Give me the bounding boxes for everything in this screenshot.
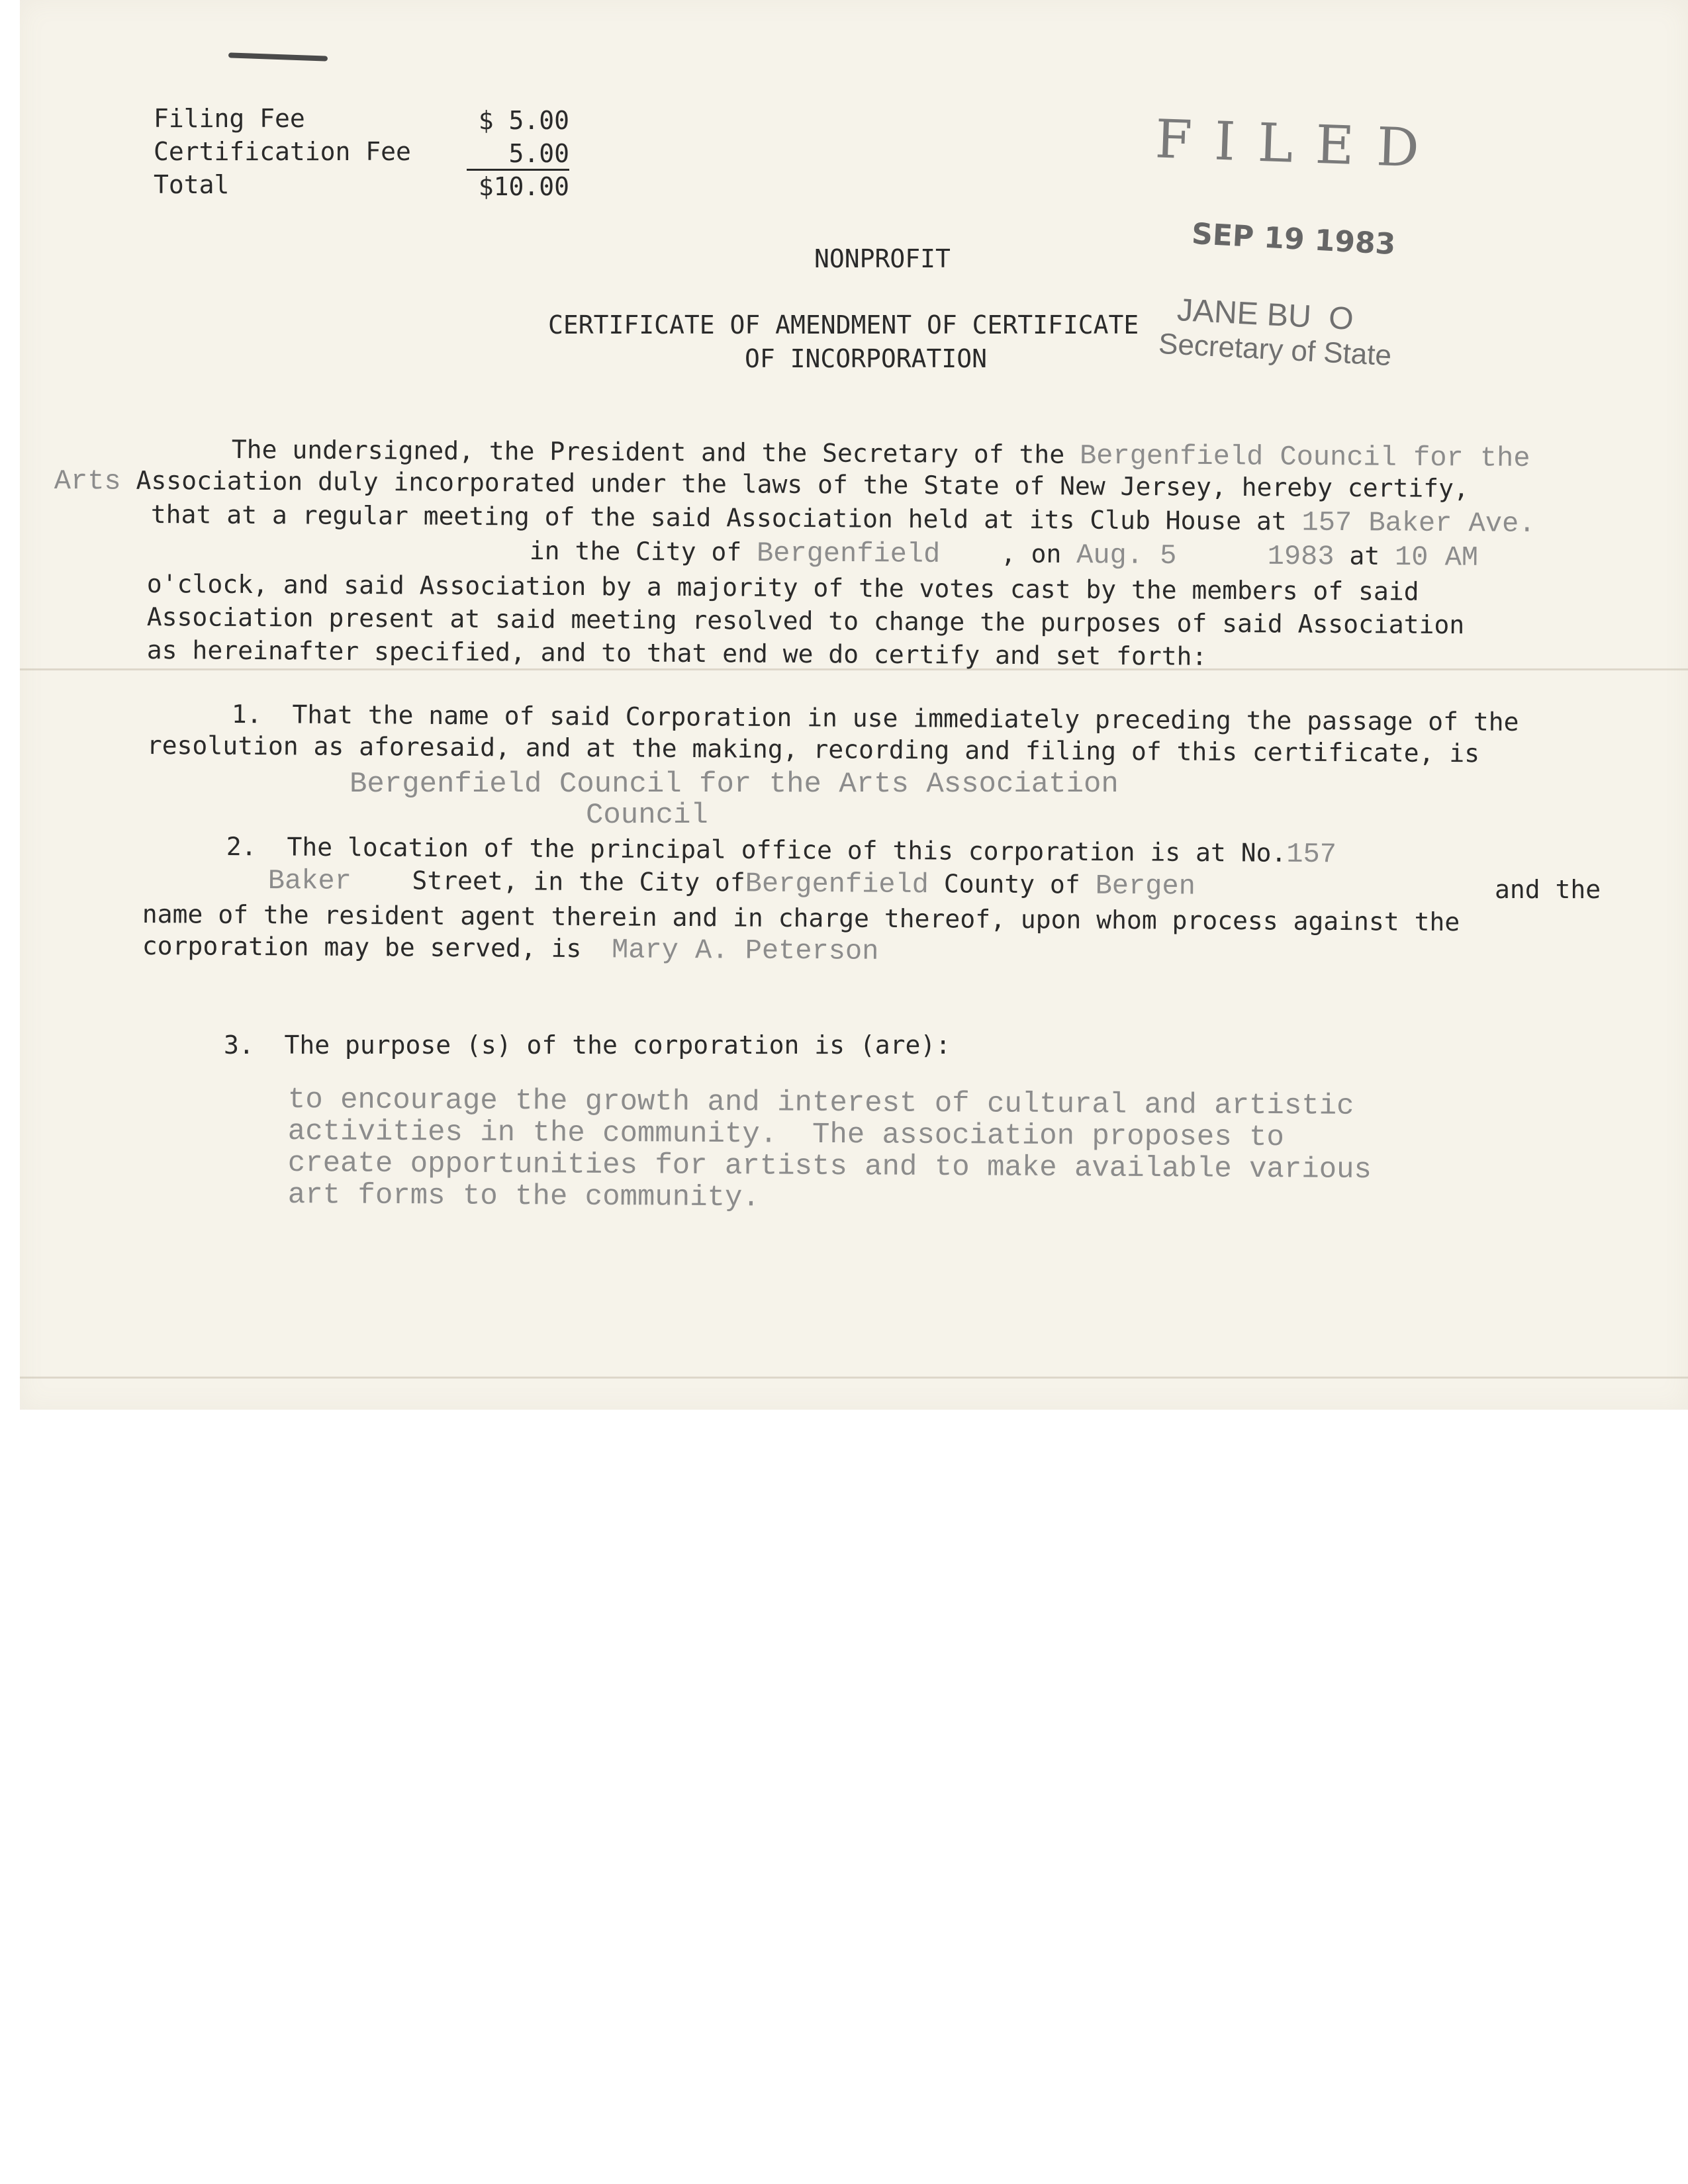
office-county-field: Bergen <box>1095 870 1196 903</box>
item-2-line-2-end: and the <box>1495 875 1601 904</box>
purpose-line-3: create opportunities for artists and to make available various <box>287 1147 1372 1187</box>
document-type: NONPROFIT <box>814 244 951 273</box>
paper-fold-line <box>20 1377 1688 1379</box>
intro-line-3: that at a regular meeting of the said Association held at its Club House at 157 Baker Ave. <box>150 500 1536 540</box>
meeting-time-field: 10 AM <box>1394 541 1479 574</box>
corporation-name-field: Bergenfield Council for the Arts Association <box>350 768 1119 801</box>
meeting-date-field: Aug. 5 <box>1076 539 1177 572</box>
certification-fee-label: Certification Fee <box>154 137 411 166</box>
office-number-field: 157 <box>1286 838 1337 871</box>
office-city-field: Bergenfield <box>745 868 929 901</box>
corporation-name-correction: Council <box>586 799 708 832</box>
total-amount: $10.00 <box>478 172 569 201</box>
document-title-line-1: CERTIFICATE OF AMENDMENT OF CERTIFICATE <box>548 310 1139 340</box>
item-2-line-2: Baker Street, in the City ofBergenfield County of Bergen <box>267 865 1196 903</box>
filing-fee-amount: $ 5.00 <box>478 106 569 135</box>
intro-line-2: Arts Association duly incorporated under the laws of the State of New Jersey, hereby certify, <box>54 465 1469 504</box>
purpose-line-2: activities in the community. The association proposes to <box>287 1115 1285 1155</box>
intro-line-5: o'clock, and said Association by a majority of the votes cast by the members of said <box>146 569 1419 606</box>
association-name-continued: Arts <box>54 465 121 498</box>
filed-stamp-name: JANE BU O <box>1176 293 1354 337</box>
filed-stamp-date: SEP 19 1983 <box>1190 216 1397 262</box>
filing-fee-label: Filing Fee <box>154 104 305 133</box>
meeting-year-field: 1983 <box>1267 540 1335 573</box>
association-name-field: Bergenfield Council for the <box>1079 439 1530 475</box>
item-1-line-2: resolution as aforesaid, and at the making, recording and filing of this certificate, is <box>146 731 1480 768</box>
meeting-city-field: Bergenfield <box>756 537 941 570</box>
item-3-heading: 3. The purpose (s) of the corporation is (are): <box>224 1030 951 1060</box>
intro-line-1: The undersigned, the President and the Secretary of the Bergenfield Council for the <box>231 435 1530 475</box>
intro-line-4: in the City of Bergenfield , on Aug. 5 1983 at 10 AM <box>529 536 1479 574</box>
filed-stamp-office: Secretary of State <box>1157 327 1393 373</box>
total-label: Total <box>154 170 230 199</box>
intro-line-6: Association present at said meeting resolved to change the purposes of said Association <box>146 602 1465 640</box>
item-2-line-3: name of the resident agent therein and in charge thereof, upon whom process against the <box>142 899 1460 937</box>
filed-stamp-word: FILED <box>1154 108 1443 180</box>
clubhouse-address-field: 157 Baker Ave. <box>1301 506 1536 540</box>
certification-fee-amount: 5.00 <box>508 139 569 168</box>
document-title-line-2: OF INCORPORATION <box>745 344 988 373</box>
purpose-line-4: art forms to the community. <box>287 1179 760 1215</box>
item-2-line-1: 2. The location of the principal office of this corporation is at No.157 <box>226 832 1337 871</box>
total-rule <box>467 169 569 171</box>
item-2-line-4: corporation may be served, is Mary A. Peterson <box>142 931 879 968</box>
intro-line-7: as hereinafter specified, and to that end we do certify and set forth: <box>146 635 1207 671</box>
purpose-line-1: to encourage the growth and interest of cultural and artistic <box>287 1083 1354 1123</box>
resident-agent-field: Mary A. Peterson <box>611 934 879 968</box>
office-street-field: Baker <box>267 865 352 897</box>
item-1-line-1: 1. That the name of said Corporation in use immediately preceding the passage of the <box>231 700 1519 737</box>
